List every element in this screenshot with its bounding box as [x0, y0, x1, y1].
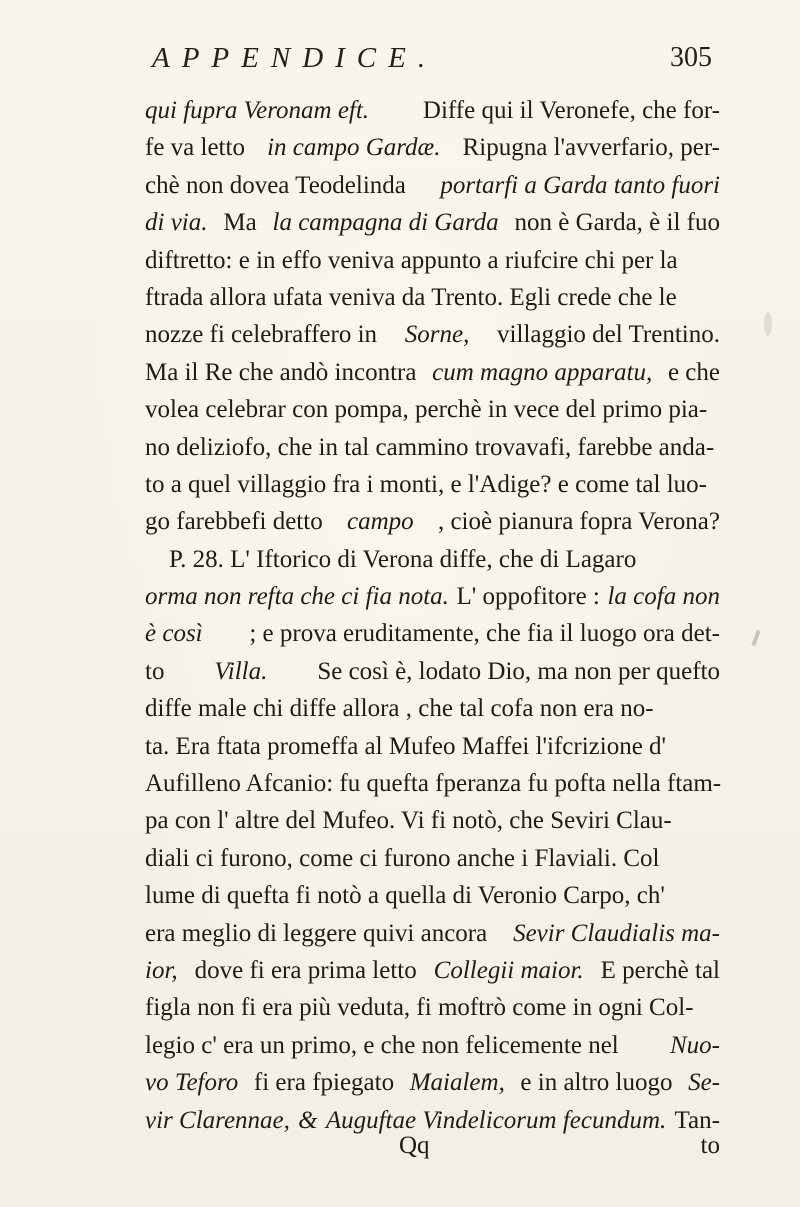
text-segment: go farebbefi detto [145, 508, 323, 536]
text-line [145, 840, 720, 877]
text-line [145, 1064, 720, 1101]
text-segment: diffe male chi diffe allora , che tal cofa non era no- [145, 695, 654, 723]
text-segment: E perchè tal [600, 956, 720, 984]
page-number: 305 [670, 42, 712, 73]
text-segment: cum magno apparatu, [432, 358, 653, 386]
text-line [145, 653, 720, 690]
gathering-signature: Qq [399, 1132, 430, 1159]
running-head: APPENDICE. [152, 42, 438, 74]
text-segment: campo [347, 508, 414, 536]
text-line [145, 242, 720, 279]
text-segment: Ma [223, 209, 257, 237]
text-segment: era meglio di leggere quivi ancora [145, 919, 488, 947]
text-segment: Auguftae Vindelicorum fecundum. [325, 1106, 667, 1134]
text-line [145, 316, 720, 353]
text-segment: vo Teforo [145, 1069, 239, 1097]
text-segment: lume di quefta fi notò a quella di Veronio Carpo, ch' [145, 882, 665, 910]
text-line [145, 877, 720, 914]
text-segment: e in altro luogo [520, 1069, 673, 1097]
text-line [145, 989, 720, 1026]
text-segment: Se così è, lodato Dio, ma non per quefto [317, 657, 720, 685]
text-segment: Maialem, [409, 1069, 505, 1097]
text-line [145, 429, 720, 466]
text-segment: Diffe qui il Veronefe, che for- [422, 97, 720, 124]
text-segment: fe va letto [145, 134, 245, 162]
text-segment: e che [667, 358, 720, 386]
paper-stain [764, 312, 772, 336]
text-segment: portarfi a Garda tanto fuori [440, 171, 720, 199]
text-line [145, 129, 720, 166]
text-segment: no deliziofo, che in tal cammino trovavafi, farebbe anda- [145, 433, 715, 461]
text-segment: la cofa non [607, 583, 720, 611]
text-segment: diftretto: e in effo veniva appunto a riufcire chi per la [145, 246, 678, 274]
text-segment: & [298, 1106, 318, 1134]
text-segment: Se- [688, 1069, 720, 1097]
text-segment: ; e prova eruditamente, che fia il luogo ora det- [249, 620, 720, 648]
text-segment: legio c' era un primo, e che non felicemente nel [145, 1031, 619, 1059]
text-segment: Nuo- [670, 1031, 720, 1059]
text-segment: ior, [145, 956, 178, 984]
text-line [145, 578, 720, 615]
text-line [145, 541, 720, 578]
text-segment: vir Clarennae, [145, 1106, 290, 1134]
text-segment: L' oppofitore : [456, 583, 600, 611]
text-segment: figla non fi era più veduta, fi moftrò come in ogni Col- [145, 994, 694, 1022]
text-segment: fi era fpiegato [253, 1069, 395, 1097]
text-segment: Aufilleno Afcanio: fu quefta fperanza fu pofta nella ftam- [145, 770, 722, 798]
text-segment: Sevir Claudialis ma- [513, 919, 720, 947]
text-segment: ftrada allora ufata veniva da Trento. Egli crede che le [145, 283, 677, 311]
text-segment: Tan- [674, 1106, 720, 1134]
text-segment: è così [145, 620, 203, 648]
text-segment: diali ci furono, come ci furono anche i Flaviali. Col [145, 844, 660, 872]
text-segment: ta. Era ftata promeffa al Mufeo Maffei l'ifcrizione d' [145, 732, 667, 760]
text-segment: volea celebrar con pompa, perchè in vece del primo pia- [145, 396, 708, 424]
text-segment: nozze fi celebraffero in [145, 321, 378, 349]
text-line [145, 354, 720, 391]
text-segment: in campo Gardæ. [267, 134, 441, 162]
text-segment: to a quel villaggio fra i monti, e l'Adige? e come tal luo- [145, 470, 707, 498]
text-segment: qui fupra Veronam eft. [145, 97, 370, 124]
text-line [145, 615, 720, 652]
text-line [145, 279, 720, 316]
text-line [145, 503, 720, 540]
text-segment: Ripugna l'avverfario, per- [462, 134, 720, 162]
text-line [145, 802, 720, 839]
margin-mark [751, 630, 760, 646]
text-segment: Ma il Re che andò incontra [145, 358, 417, 386]
text-segment: non è Garda, è il fuo [514, 209, 720, 237]
text-segment: pa con l' altre del Mufeo. Vi fi notò, che Seviri Clau- [145, 807, 672, 835]
text-line [145, 915, 720, 952]
text-segment: di via. [145, 209, 208, 237]
text-line [145, 167, 720, 204]
text-segment: dove fi era prima letto [194, 956, 417, 984]
text-line [145, 690, 720, 727]
text-segment: chè non dovea Teodelinda [145, 171, 406, 199]
text-segment: villaggio del Trentino. [497, 321, 720, 349]
text-segment: P. 28. L' Iftorico di Verona diffe, che di Lagaro [169, 545, 637, 573]
text-segment: , cioè pianura fopra Verona? [437, 508, 720, 536]
catchword: to [700, 1132, 720, 1159]
text-line [145, 391, 720, 428]
text-line [145, 92, 720, 129]
text-segment: Villa. [214, 657, 268, 685]
page-header [152, 42, 712, 82]
text-line [145, 765, 720, 802]
text-segment: Sorne, [404, 321, 470, 349]
text-line [145, 728, 720, 765]
page-footer [145, 1132, 720, 1170]
text-line [145, 1027, 720, 1064]
text-line [145, 952, 720, 989]
text-segment: orma non refta che ci fia nota. [145, 583, 449, 611]
text-line [145, 466, 720, 503]
main-text [145, 92, 720, 1139]
text-segment: la campagna di Garda [272, 209, 499, 237]
text-segment: to [145, 657, 165, 685]
text-segment: Collegii maior. [433, 956, 584, 984]
text-line [145, 204, 720, 241]
